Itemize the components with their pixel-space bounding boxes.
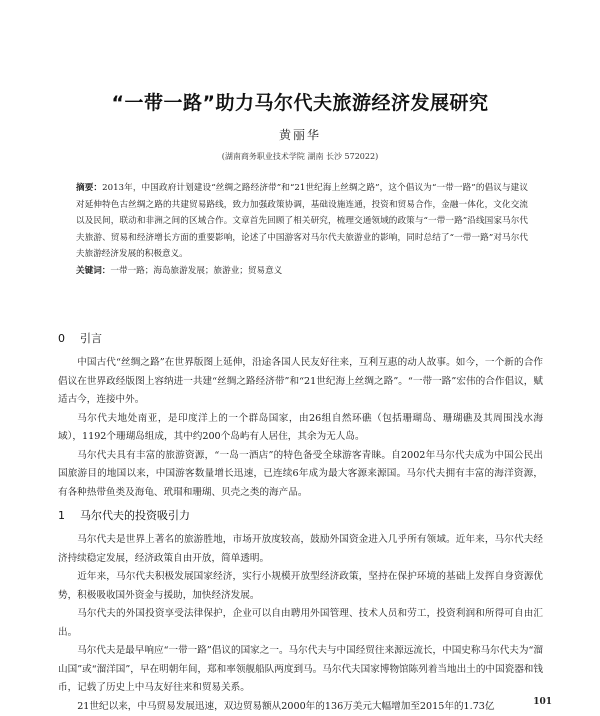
abstract-label: 摘要： (76, 183, 102, 193)
author-affiliation: (湖南商务职业技术学院 湖南 长沙 572022) (0, 151, 600, 162)
abstract-block (76, 180, 528, 279)
section-number: 1 (58, 509, 80, 522)
paragraph: 中国古代“丝绸之路”在世界版图上延伸，沿途各国人民友好往来，互利互惠的动人故事。如今，一个新的合作倡议在世界政经版图上容纳进一共建“丝绸之路经济带”和“21世纪海上丝绸之路”。“一带一路”宏伟的合作倡议，赋适古今，连接中外。 (58, 354, 543, 410)
section-body (58, 354, 543, 502)
keywords-label: 关键词： (76, 266, 110, 276)
paragraph: 马尔代夫是最早响应“一带一路”倡议的国家之一。马尔代夫与中国经贸往来源远流长，中国史称马尔代夫为“溜山国”或“溜洋国”，早在明朝年间，郑和率领舰船队两度到马。马尔代夫国家博物馆陈列着当地出土的中国瓷器和钱币，记载了历史上中马友好往来和贸易关系。 (58, 642, 543, 698)
section-title: 马尔代夫的投资吸引力 (80, 509, 190, 522)
section-title: 引言 (80, 332, 102, 345)
section-body (58, 531, 543, 716)
keywords-text: 一带一路；海岛旅游发展；旅游业；贸易意义 (110, 266, 282, 276)
page-number: 101 (533, 697, 552, 707)
paragraph: 马尔代夫是世界上著名的旅游胜地，市场开放度较高，鼓励外国资金进入几乎所有领域。近年来，马尔代夫经济持续稳定发展，经济政策自由开放，简单透明。 (58, 531, 543, 568)
section-heading (58, 330, 102, 346)
paragraph: 马尔代夫地处南亚，是印度洋上的一个群岛国家，由26组自然环礁（包括珊瑚岛、珊瑚礁及其周围浅水海域），1192个珊瑚岛组成，其中约200个岛屿有人居住，其余为无人岛。 (58, 410, 543, 447)
abstract-text: 2013年，中国政府计划建设“丝绸之路经济带”和“21世纪海上丝绸之路”，这个倡议为“一带一路”的倡议与建议对延伸特色古丝绸之路的共建贸易路线，致力加强政策协调，基础设施连通，投资和贸易合作，金融一体化，文化交流以及民间，联动和非洲之间的区域合作。文章首先回顾了相关研究，梳理交通领域的政策与“一带一路”沿线国家马尔代夫旅游、贸易和经济增长方面的重要影响，论述了中国游客对马尔代夫旅游业的影响，同时总结了“一带一路”对马尔代夫旅游经济发展的积极意义。 (76, 183, 528, 259)
author-name: 黄丽华 (0, 126, 600, 143)
section-heading (58, 507, 190, 523)
paragraph: 近年来，马尔代夫积极发展国家经济，实行小规模开放型经济政策，坚持在保护环境的基础上发挥自身资源优势，积极吸收国外资金与援助，加快经济发展。 (58, 568, 543, 605)
section-number: 0 (58, 332, 80, 345)
abstract (76, 180, 528, 263)
paragraph: 马尔代夫的外国投资享受法律保护，企业可以自由聘用外国管理、技术人员和劳工，投资利润和所得可自由汇出。 (58, 605, 543, 642)
keywords (76, 263, 528, 280)
paragraph: 21世纪以来，中马贸易发展迅速，双边贸易额从2000年的136万美元大幅增加至2015年的1.73亿 (58, 698, 543, 716)
paragraph: 马尔代夫具有丰富的旅游资源，“一岛一酒店”的特色备受全球游客青睐。自2002年马尔代夫成为中国公民出国旅游目的地国以来，中国游客数量增长迅速，已连续6年成为最大客源来源国。马尔代夫拥有丰富的海洋资源，有各种热带鱼类及海龟、玳瑁和珊瑚、贝壳之类的海产品。 (58, 447, 543, 503)
paper-title: “一带一路”助力马尔代夫旅游经济发展研究 (0, 88, 600, 115)
